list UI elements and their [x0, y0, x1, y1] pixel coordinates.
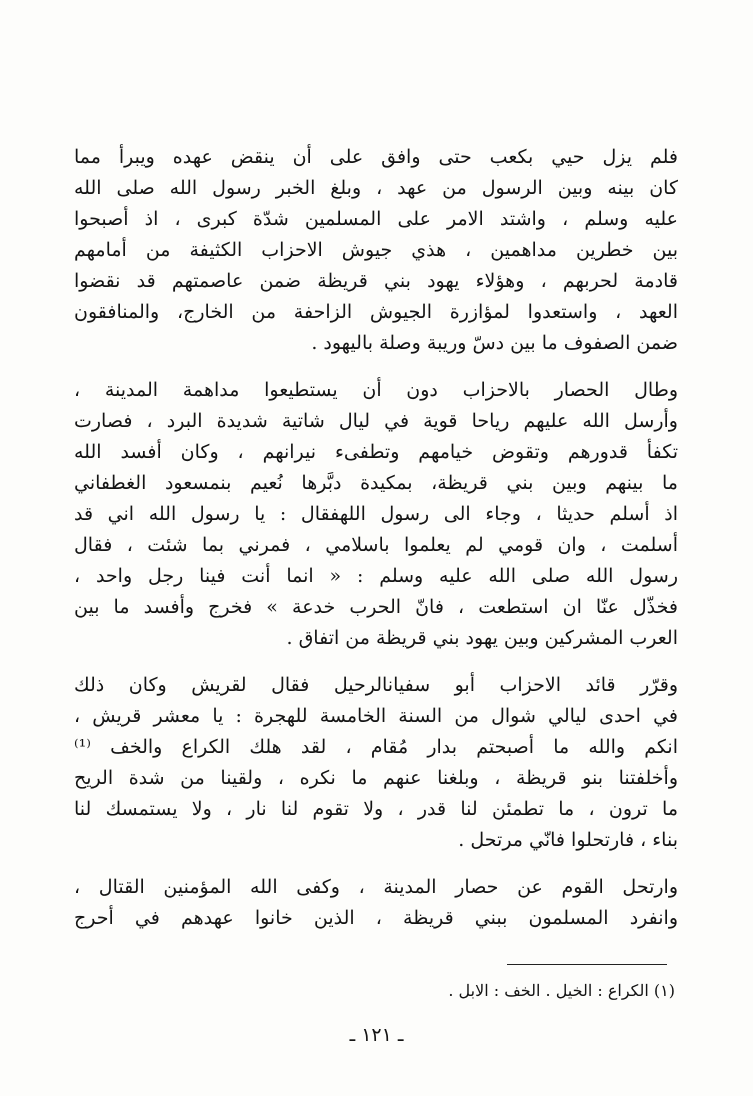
paragraph-2 — [74, 375, 678, 654]
paragraph-4 — [74, 872, 678, 934]
paragraph-3 — [74, 670, 678, 856]
text-line: ما بينهم وبين بني قريظة، بمكيدة دبَّرها نُعيم بنمسعود الغطفاني — [74, 472, 678, 494]
page-body — [74, 142, 678, 950]
text-line: ما ترون ، ما تطمئن لنا قدر ، ولا تقوم لنا نار ، ولا يستمسك لنا — [74, 798, 678, 820]
text-line: بين خطرين مداهمين ، هذي جيوش الاحزاب الكثيفة من أمامهم — [74, 239, 678, 261]
text-line: وطال الحصار بالاحزاب دون أن يستطيعوا مداهمة المدينة ، — [74, 379, 678, 401]
text-line: وارتحل القوم عن حصار المدينة ، وكفى الله المؤمنين القتال ، — [74, 876, 678, 898]
text-line: اذ أسلم حديثا ، وجاء الى رسول اللهفقال : يا رسول الله اني قد — [74, 503, 678, 525]
footnote-divider — [507, 964, 667, 965]
text-line: في احدى ليالي شوال من السنة الخامسة للهجرة : يا معشر قريش ، — [74, 705, 678, 727]
text-line: وأرسل الله عليهم رياحا قوية في ليال شاتية شديدة البرد ، فصارت — [74, 410, 678, 432]
text-line: قادمة لحربهم ، وهؤلاء يهود بني قريظة ضمن عاصمتهم قد نقضوا — [74, 270, 678, 292]
text-line: رسول الله صلى الله عليه وسلم : « انما أنت فينا رجل واحد ، — [74, 565, 678, 587]
text-line: فخذّل عنّا ان استطعت ، فانّ الحرب خدعة » فخرج وأفسد ما بين — [74, 596, 678, 618]
text-line: وأخلفتنا بنو قريظة ، وبلغنا عنهم ما نكره ، ولقينا من شدة الريح — [74, 767, 678, 789]
text-line: أسلمت ، وان قومي لم يعلموا باسلامي ، فمرني بما شئت ، فقال — [74, 534, 678, 556]
text-line: العرب المشركين وبين يهود بني قريظة من اتفاق . — [286, 627, 678, 649]
text-line: ضمن الصفوف ما بين دسّ وريبة وصلة باليهود . — [311, 332, 678, 354]
text-line: كان بينه وبين الرسول من عهد ، وبلغ الخبر رسول الله صلى الله — [74, 177, 678, 199]
text-line: العهد ، واستعدوا لمؤازرة الجيوش الزاحفة من الخارج، والمنافقون — [74, 301, 678, 323]
text-line: تكفأ قدورهم وتقوض خيامهم وتطفىء نيرانهم ، وكان أفسد الله — [74, 441, 678, 463]
paragraph-1 — [74, 142, 678, 359]
text-line: بناء ، فارتحلوا فانّي مرتحل . — [458, 829, 678, 851]
text-line: وقرّر قائد الاحزاب أبو سفيانالرحيل فقال لقريش وكان ذلك — [74, 674, 678, 696]
text-line: انكم والله ما أصبحتم بدار مُقام ، لقد هلك الكراع والخف ⁽¹⁾ — [74, 736, 678, 758]
page-number: ـ ١٢١ ـ — [349, 1024, 404, 1046]
footnote: (١) الكراع : الخيل . الخف : الابل . — [448, 981, 675, 1000]
text-line: وانفرد المسلمون ببني قريظة ، الذين خانوا عهدهم في أحرج — [74, 907, 678, 929]
text-line: فلم يزل حيي بكعب حتى وافق على أن ينقض عهده ويبرأ مما — [74, 146, 678, 168]
text-line: عليه وسلم ، واشتد الامر على المسلمين شدّة كبرى ، اذ أصبحوا — [74, 208, 678, 230]
